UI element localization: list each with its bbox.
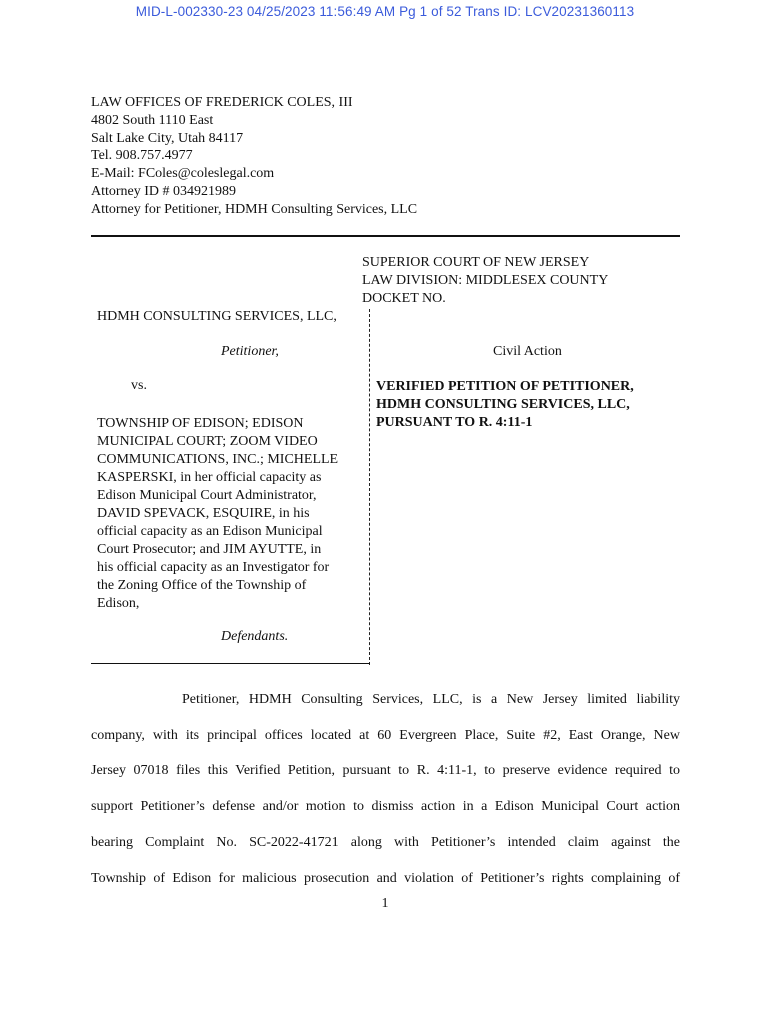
attorney-firm: LAW OFFICES OF FREDERICK COLES, III	[91, 95, 353, 110]
court-division: LAW DIVISION: MIDDLESEX COUNTY	[362, 273, 609, 288]
body-line: Jersey 07018 files this Verified Petition, pursuant to R. 4:11-1, to preserve evidence required to	[91, 763, 680, 779]
body-line: support Petitioner’s defense and/or motion to dismiss action in a Edison Municipal Court action	[91, 799, 680, 815]
title-line: HDMH CONSULTING SERVICES, LLC,	[376, 397, 630, 412]
defendants-line: COMMUNICATIONS, INC.; MICHELLE	[97, 452, 339, 467]
filing-stamp-header: MID-L-002330-23 04/25/2023 11:56:49 AM Pg 1 of 52 Trans ID: LCV20231360113	[135, 4, 635, 19]
defendants-line: KASPERSKI, in her official capacity as	[97, 470, 322, 485]
attorney-block	[91, 94, 417, 219]
docket-number: DOCKET NO.	[362, 291, 446, 306]
body-line: bearing Complaint No. SC-2022-41721 along with Petitioner’s intended claim against the	[91, 834, 680, 850]
defendants-line: MUNICIPAL COURT; ZOOM VIDEO	[97, 434, 318, 449]
defendants-list	[97, 415, 365, 613]
title-line: VERIFIED PETITION OF PETITIONER,	[376, 379, 634, 394]
body-line: company, with its principal offices located at 60 Evergreen Place, Suite #2, East Orange, New	[91, 727, 680, 743]
petitioner-label: Petitioner,	[221, 344, 279, 359]
defendants-label: Defendants.	[221, 629, 289, 644]
title-line: PURSUANT TO R. 4:11-1	[376, 415, 533, 430]
attorney-id: Attorney ID # 034921989	[91, 183, 237, 199]
defendants-line: Edison,	[97, 596, 140, 611]
defendants-line: DAVID SPEVACK, ESQUIRE, in his	[97, 506, 310, 521]
defendants-line: Edison Municipal Court Administrator,	[97, 488, 317, 503]
defendants-line: the Zoning Office of the Township of	[97, 578, 307, 593]
versus-label: vs.	[131, 378, 147, 393]
defendants-line: his official capacity as an Investigator for	[97, 560, 330, 575]
defendants-line: TOWNSHIP OF EDISON; EDISON	[97, 416, 304, 431]
body-line: Township of Edison for malicious prosecution and violation of Petitioner’s rights complaining of	[91, 870, 680, 886]
petition-body	[91, 682, 680, 896]
attorney-for: Attorney for Petitioner, HDMH Consulting Services, LLC	[91, 201, 418, 217]
caption-divider	[369, 309, 370, 665]
court-heading	[362, 254, 608, 308]
attorney-city: Salt Lake City, Utah 84117	[91, 130, 244, 146]
defendants-line: official capacity as an Edison Municipal	[97, 524, 323, 539]
civil-action-label: Civil Action	[493, 344, 562, 359]
caption-top-rule	[91, 235, 680, 237]
body-line: Petitioner, HDMH Consulting Services, LLC, is a New Jersey limited liability	[182, 692, 680, 707]
defendants-line: Court Prosecutor; and JIM AYUTTE, in	[97, 542, 322, 557]
attorney-street: 4802 South 1110 East	[91, 112, 214, 128]
page-number: 1	[381, 896, 389, 911]
court-name: SUPERIOR COURT OF NEW JERSEY	[362, 255, 590, 270]
petitioner-name: HDMH CONSULTING SERVICES, LLC,	[97, 309, 337, 324]
attorney-phone: Tel. 908.757.4977	[91, 148, 193, 164]
document-title	[376, 378, 634, 432]
attorney-email: E-Mail: FColes@coleslegal.com	[91, 166, 275, 182]
caption-bottom-rule	[91, 663, 370, 664]
